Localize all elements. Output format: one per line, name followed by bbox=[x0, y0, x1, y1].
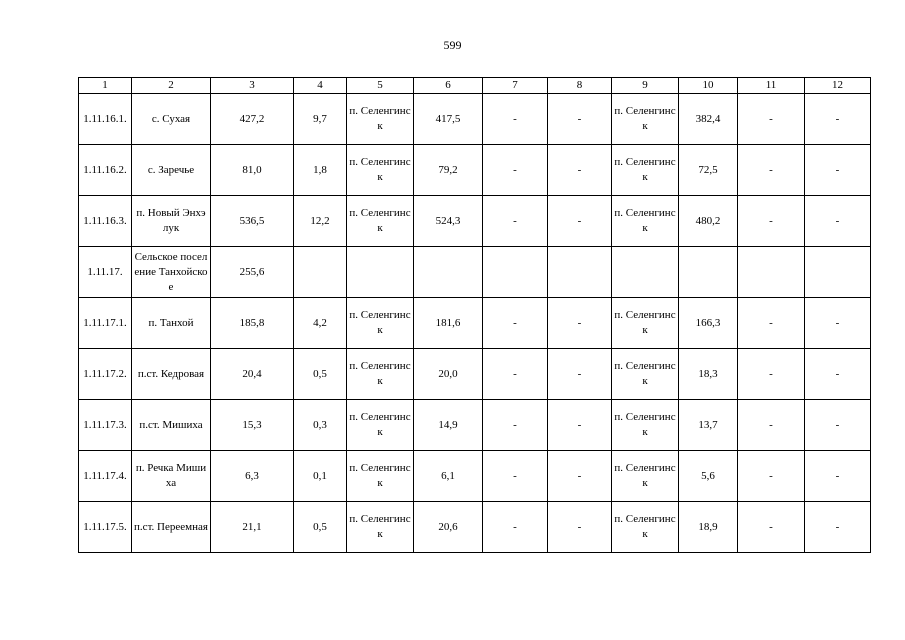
table-cell: - bbox=[805, 451, 871, 502]
table-cell: 72,5 bbox=[679, 145, 738, 196]
table-cell: п. Новый Энхэлук bbox=[132, 196, 211, 247]
table-cell: с. Заречье bbox=[132, 145, 211, 196]
table-cell: 79,2 bbox=[414, 145, 483, 196]
table-cell: 12,2 bbox=[294, 196, 347, 247]
table-cell: 524,3 bbox=[414, 196, 483, 247]
table-cell: 480,2 bbox=[679, 196, 738, 247]
table-cell: 81,0 bbox=[211, 145, 294, 196]
table-cell: 6,1 bbox=[414, 451, 483, 502]
column-header-9: 9 bbox=[612, 78, 679, 94]
table-cell: - bbox=[548, 400, 612, 451]
table-cell: 1.11.17. bbox=[79, 247, 132, 298]
table-cell: 1.11.17.4. bbox=[79, 451, 132, 502]
table-cell: 0,5 bbox=[294, 502, 347, 553]
table-cell: - bbox=[483, 145, 548, 196]
table-cell: п. Селенгинск bbox=[612, 400, 679, 451]
table-cell: 382,4 bbox=[679, 94, 738, 145]
table-row bbox=[79, 400, 871, 451]
table-row bbox=[79, 502, 871, 553]
column-header-1: 1 bbox=[79, 78, 132, 94]
table-cell: п. Селенгинск bbox=[612, 349, 679, 400]
table-cell: п.ст. Мишиха bbox=[132, 400, 211, 451]
table-cell: - bbox=[805, 298, 871, 349]
table-row bbox=[79, 247, 871, 298]
table-row bbox=[79, 451, 871, 502]
table-cell: 21,1 bbox=[211, 502, 294, 553]
table-cell: - bbox=[548, 94, 612, 145]
table-cell: - bbox=[548, 502, 612, 553]
table-cell: 536,5 bbox=[211, 196, 294, 247]
table-cell: - bbox=[738, 94, 805, 145]
table-cell: п. Селенгинск bbox=[612, 145, 679, 196]
table-cell: 20,0 bbox=[414, 349, 483, 400]
table-cell: - bbox=[483, 502, 548, 553]
page-number: 599 bbox=[443, 38, 462, 52]
table-cell: 427,2 bbox=[211, 94, 294, 145]
table-cell: п. Селенгинск bbox=[347, 349, 414, 400]
table-row bbox=[79, 349, 871, 400]
table-cell: 5,6 bbox=[679, 451, 738, 502]
column-header-6: 6 bbox=[414, 78, 483, 94]
table-cell: 1.11.16.2. bbox=[79, 145, 132, 196]
table-cell: п. Селенгинск bbox=[347, 298, 414, 349]
table-row bbox=[79, 196, 871, 247]
table-cell bbox=[294, 247, 347, 298]
table-row bbox=[79, 145, 871, 196]
table-cell: - bbox=[483, 349, 548, 400]
table-cell: - bbox=[805, 145, 871, 196]
table-cell bbox=[414, 247, 483, 298]
column-header-11: 11 bbox=[738, 78, 805, 94]
table-cell: 181,6 bbox=[414, 298, 483, 349]
table-cell: п. Селенгинск bbox=[612, 451, 679, 502]
table-cell: 0,3 bbox=[294, 400, 347, 451]
table-cell: - bbox=[483, 400, 548, 451]
table-cell bbox=[805, 247, 871, 298]
table-cell: 18,3 bbox=[679, 349, 738, 400]
table-row bbox=[79, 298, 871, 349]
table-cell: 0,5 bbox=[294, 349, 347, 400]
table-cell: - bbox=[805, 502, 871, 553]
table-cell bbox=[347, 247, 414, 298]
table-cell: - bbox=[738, 451, 805, 502]
table-cell: - bbox=[548, 196, 612, 247]
column-header-4: 4 bbox=[294, 78, 347, 94]
table-cell: п. Селенгинск bbox=[347, 502, 414, 553]
table-cell: 1.11.16.1. bbox=[79, 94, 132, 145]
table-cell: п. Речка Мишиха bbox=[132, 451, 211, 502]
table-cell: п. Селенгинск bbox=[347, 451, 414, 502]
table-cell: 185,8 bbox=[211, 298, 294, 349]
table-cell: п. Танхой bbox=[132, 298, 211, 349]
table-cell: 1.11.17.1. bbox=[79, 298, 132, 349]
column-header-5: 5 bbox=[347, 78, 414, 94]
column-header-7: 7 bbox=[483, 78, 548, 94]
table-cell: - bbox=[483, 196, 548, 247]
table-cell: 18,9 bbox=[679, 502, 738, 553]
table-cell bbox=[548, 247, 612, 298]
table-cell bbox=[738, 247, 805, 298]
table-cell: п. Селенгинск bbox=[612, 196, 679, 247]
table-cell: п.ст. Кедровая bbox=[132, 349, 211, 400]
table-cell: п. Селенгинск bbox=[347, 400, 414, 451]
table-cell: - bbox=[548, 349, 612, 400]
table-cell: - bbox=[805, 94, 871, 145]
column-header-12: 12 bbox=[805, 78, 871, 94]
table-cell: п. Селенгинск bbox=[347, 94, 414, 145]
table-cell: - bbox=[738, 196, 805, 247]
column-header-8: 8 bbox=[548, 78, 612, 94]
table-cell: п. Селенгинск bbox=[347, 196, 414, 247]
table-cell: 1.11.17.3. bbox=[79, 400, 132, 451]
table-cell bbox=[612, 247, 679, 298]
table-cell: - bbox=[738, 349, 805, 400]
table-cell: п. Селенгинск bbox=[612, 298, 679, 349]
table-cell: 255,6 bbox=[211, 247, 294, 298]
table-cell: 13,7 bbox=[679, 400, 738, 451]
table-cell: 1.11.17.5. bbox=[79, 502, 132, 553]
table-cell: - bbox=[738, 502, 805, 553]
table-cell: - bbox=[805, 196, 871, 247]
table-cell: 1.11.17.2. bbox=[79, 349, 132, 400]
table-cell: 166,3 bbox=[679, 298, 738, 349]
table-cell: - bbox=[738, 298, 805, 349]
table-cell: п. Селенгинск bbox=[612, 502, 679, 553]
table-cell: п. Селенгинск bbox=[347, 145, 414, 196]
table-cell: - bbox=[483, 94, 548, 145]
table-cell: - bbox=[483, 451, 548, 502]
table-cell: - bbox=[548, 451, 612, 502]
table-cell: - bbox=[738, 145, 805, 196]
table-cell: - bbox=[738, 400, 805, 451]
table-cell: п. Селенгинск bbox=[612, 94, 679, 145]
column-header-3: 3 bbox=[211, 78, 294, 94]
table-cell: 417,5 bbox=[414, 94, 483, 145]
table-cell bbox=[483, 247, 548, 298]
table-cell: - bbox=[805, 349, 871, 400]
header-row bbox=[79, 78, 871, 94]
table-cell: с. Сухая bbox=[132, 94, 211, 145]
table-cell: - bbox=[805, 400, 871, 451]
table-cell: 0,1 bbox=[294, 451, 347, 502]
table-cell: - bbox=[548, 298, 612, 349]
table-cell: 14,9 bbox=[414, 400, 483, 451]
table-cell: 20,6 bbox=[414, 502, 483, 553]
table-cell: п.ст. Переемная bbox=[132, 502, 211, 553]
table-cell: 4,2 bbox=[294, 298, 347, 349]
table-cell: 6,3 bbox=[211, 451, 294, 502]
column-header-10: 10 bbox=[679, 78, 738, 94]
table-cell: - bbox=[483, 298, 548, 349]
table-cell: 9,7 bbox=[294, 94, 347, 145]
column-header-2: 2 bbox=[132, 78, 211, 94]
table-cell: 1.11.16.3. bbox=[79, 196, 132, 247]
table-cell: 20,4 bbox=[211, 349, 294, 400]
table-row bbox=[79, 94, 871, 145]
table-cell: 15,3 bbox=[211, 400, 294, 451]
table-cell: - bbox=[548, 145, 612, 196]
table-cell bbox=[679, 247, 738, 298]
table-cell: 1,8 bbox=[294, 145, 347, 196]
data-table bbox=[78, 77, 871, 553]
table-cell: Сельское поселение Танхойское bbox=[132, 247, 211, 298]
